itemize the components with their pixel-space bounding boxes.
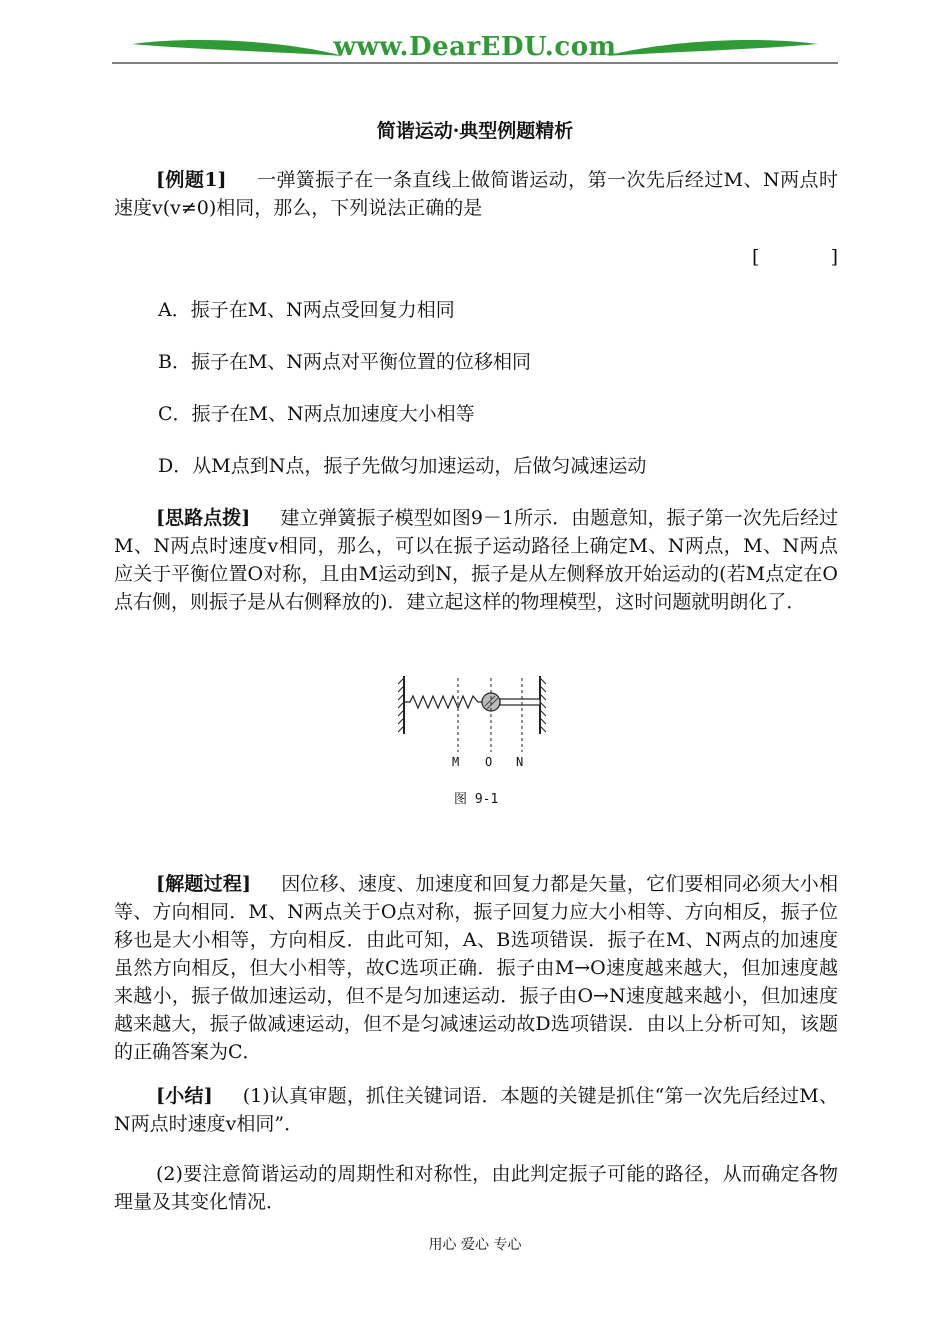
- solution-text: 因位移、速度、加速度和回复力都是矢量，它们要相同必须大小相等、方向相同．M、N两点关于O点对称，振子回复力应大小相等、方向相反，振子位移也是大小相等，方向相反．由此可知，A、B选项错误．振子在M、N两点的加速度虽然方向相反，但大小相等，故C选项正确．振子由M→O速度越来越大，但加速度越来越小，振子做加速运动，但不是匀加速运动．振子由O→N速度越来越小，但加速度越来越大，振子做减速运动，但不是匀减速运动故D选项错误．由以上分析可知，该题的正确答案为C．: [114, 873, 838, 1063]
- hint-tag: [思路点拨]: [156, 507, 251, 529]
- hint-paragraph: [114, 504, 838, 616]
- label-n: N: [516, 755, 524, 769]
- solution-paragraph: [114, 870, 838, 1066]
- figure-caption: 图 9-1: [454, 792, 499, 807]
- summary-paragraph: [114, 1082, 838, 1138]
- page-footer: 用心 爱心 专心: [428, 1237, 522, 1253]
- page-title: 简谐运动·典型例题精析: [376, 120, 574, 142]
- spring-oscillator-figure: [396, 668, 548, 814]
- answer-bracket-close: ]: [830, 246, 838, 268]
- example-text: 一弹簧振子在一条直线上做简谐运动，第一次先后经过M、N两点时速度v(v≠0)相同，那么，下列说法正确的是: [114, 169, 838, 219]
- site-logo-text: www.DearEDU.com: [333, 32, 617, 62]
- summary-point-2: (2)要注意简谐运动的周期性和对称性，由此判定振子可能的路径，从而确定各物理量及其变化情况．: [114, 1163, 838, 1213]
- summary-point-1: (1)认真审题，抓住关键词语．本题的关键是抓住“第一次先后经过M、N两点时速度v相同”．: [114, 1085, 838, 1135]
- header-banner: [112, 30, 838, 70]
- summary-tag: [小结]: [156, 1085, 213, 1107]
- option-a: A．振子在M、N两点受回复力相同: [158, 299, 455, 321]
- example-paragraph: [114, 166, 838, 222]
- hint-text: 建立弹簧振子模型如图9－1所示．由题意知，振子第一次先后经过M、N两点时速度v相同，那么，可以在振子运动路径上确定M、N两点，M、N两点应关于平衡位置O对称，且由M运动到N，振子是从左侧释放开始运动的(若M点定在O点右侧，则振子是从右侧释放的)．建立起这样的物理模型，这时问题就明朗化了．: [114, 507, 838, 613]
- label-o: O: [485, 755, 493, 769]
- example-tag: [例题1]: [156, 169, 227, 191]
- label-m: M: [452, 755, 460, 769]
- option-d: D．从M点到N点，振子先做匀加速运动，后做匀减速运动: [158, 455, 647, 477]
- option-c: C．振子在M、N两点加速度大小相等: [158, 403, 475, 425]
- solution-tag: [解题过程]: [156, 873, 252, 895]
- answer-bracket: [752, 246, 838, 268]
- option-b: B．振子在M、N两点对平衡位置的位移相同: [158, 351, 532, 373]
- answer-bracket-open: [: [752, 246, 760, 268]
